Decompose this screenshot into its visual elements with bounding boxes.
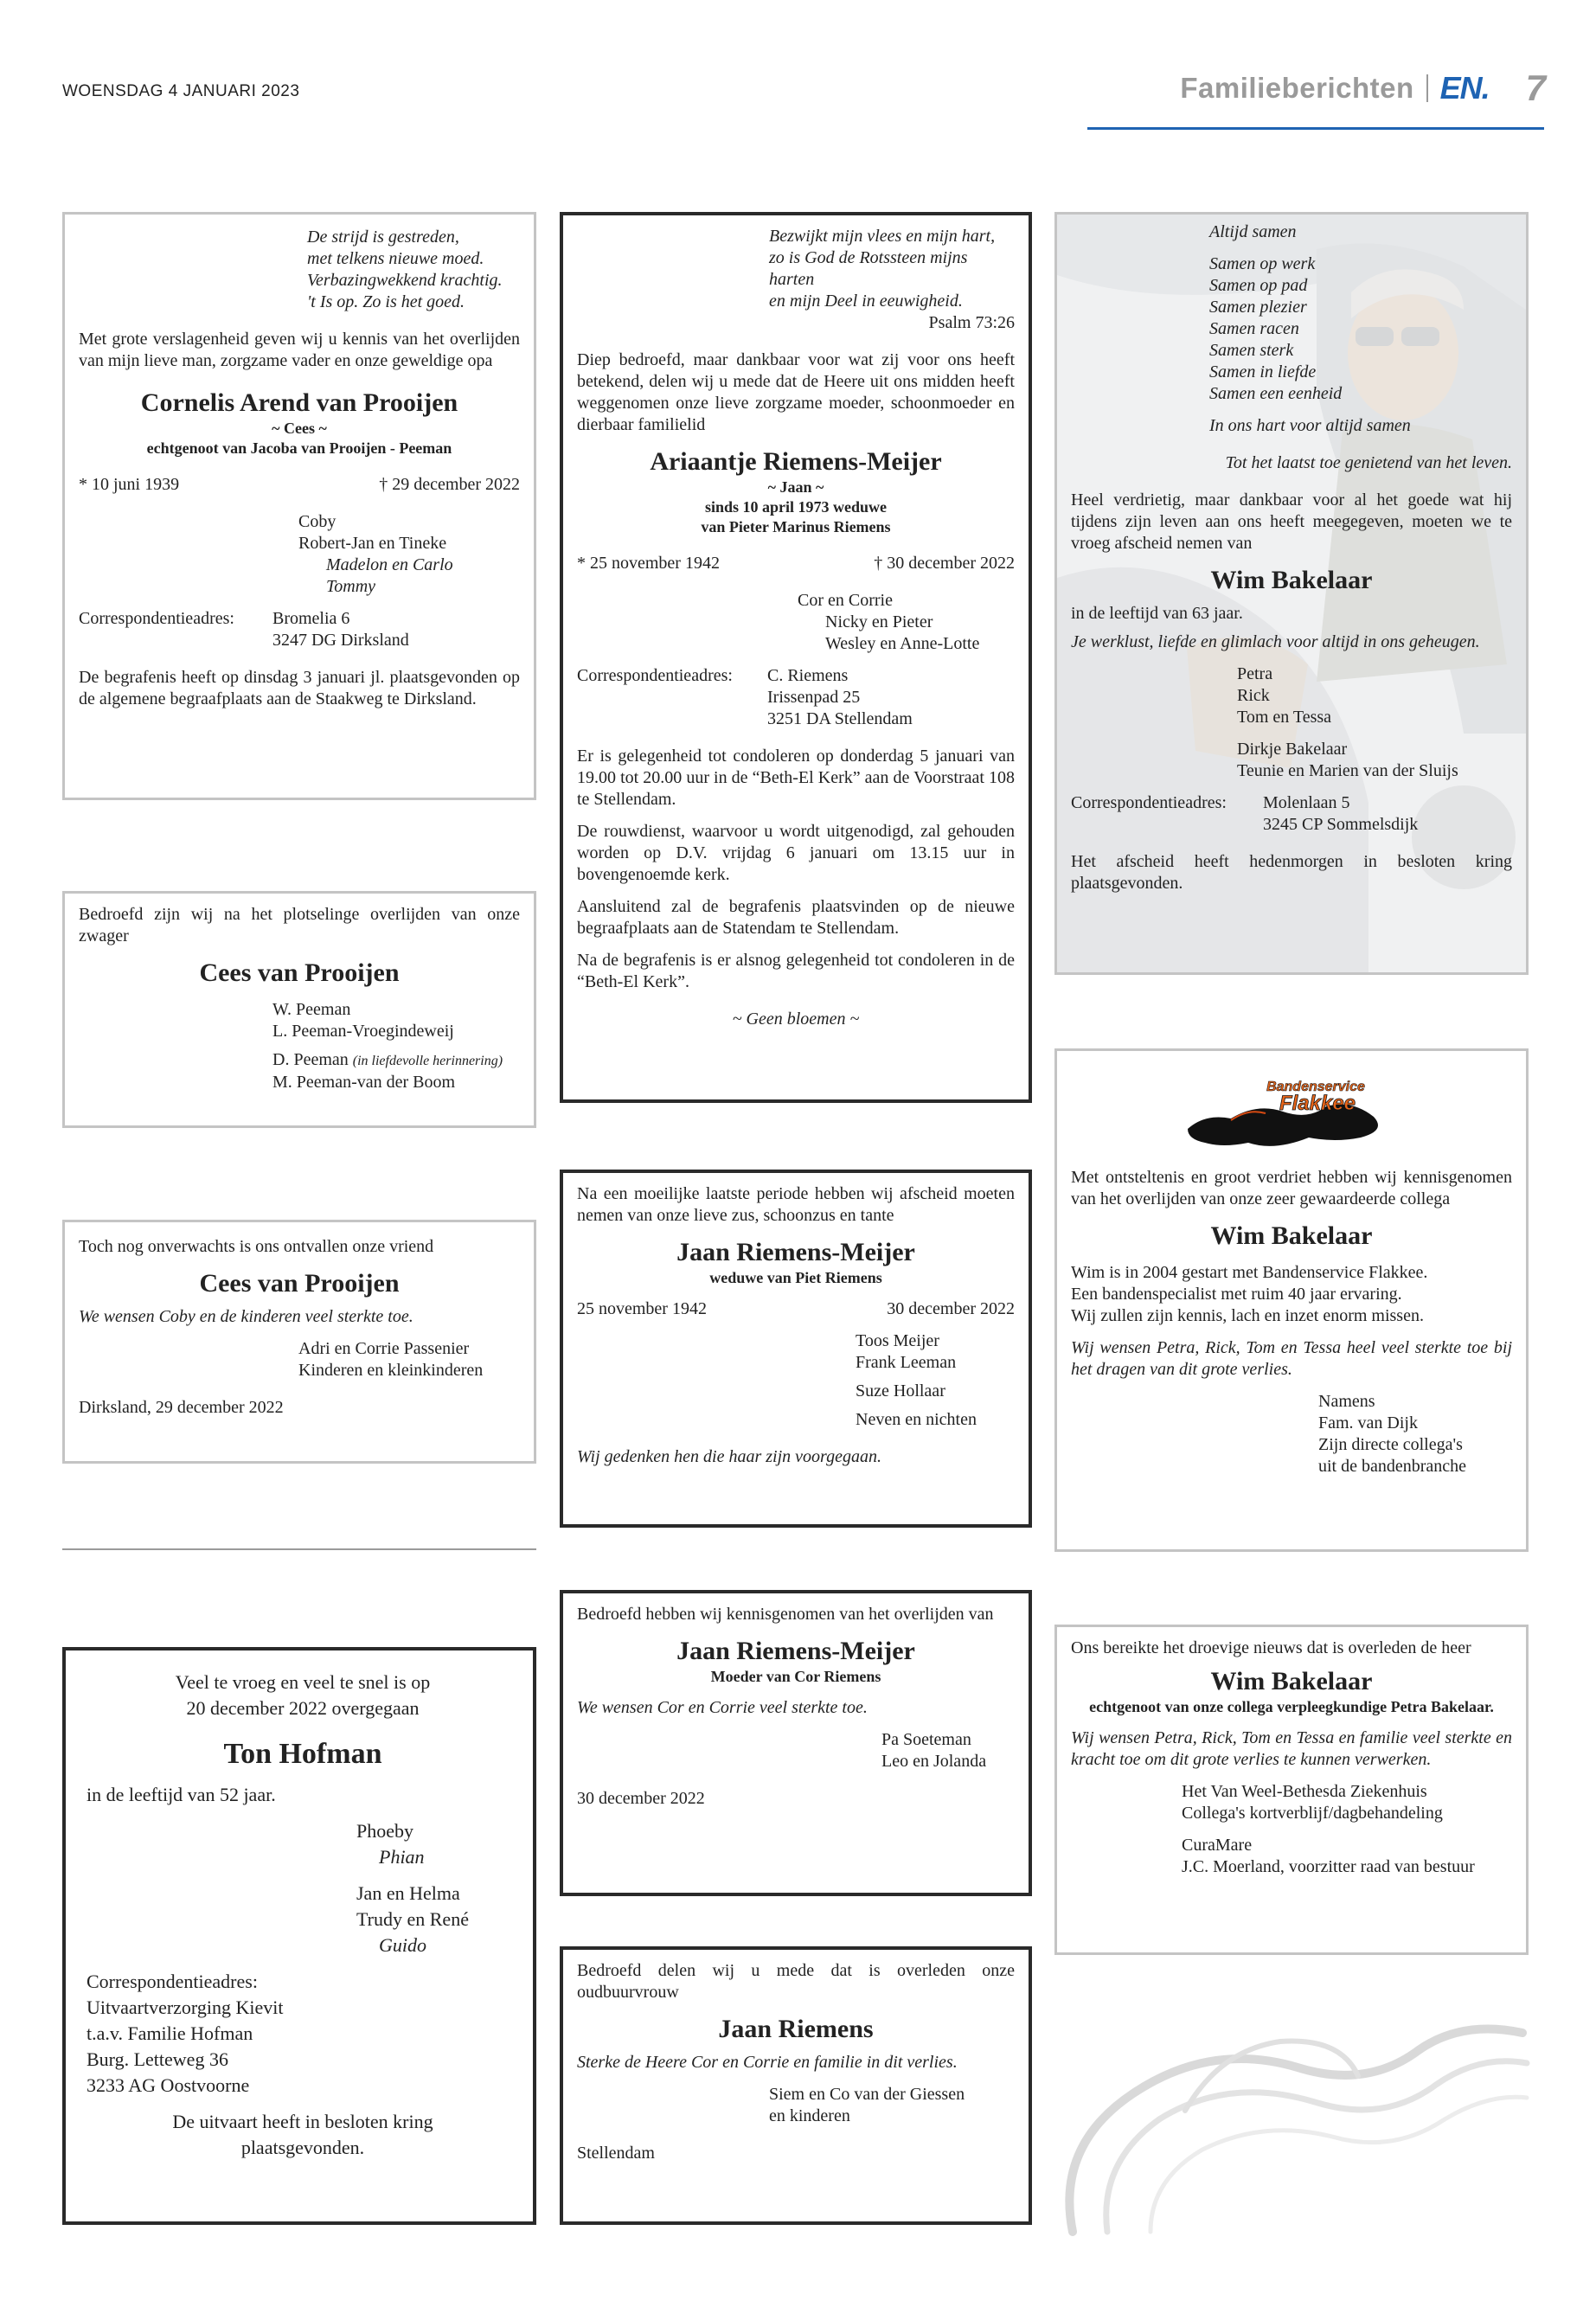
place-text: Stellendam <box>577 2144 655 2163</box>
nickname: ~ Jaan ~ <box>767 478 824 496</box>
deceased-name: Wim Bakelaar <box>1210 566 1373 594</box>
about-line: Wim is in 2004 gestart met Bandenservice Flakkee. <box>1071 1263 1428 1282</box>
signatory: CuraMare <box>1182 1836 1253 1855</box>
poem-line: Samen op werk <box>1209 254 1316 273</box>
intro-text: Bedroefd delen wij u mede dat is overleden onze oudbuurvrouw <box>577 1961 1015 2002</box>
signatories <box>1182 1781 1512 1878</box>
signatory: M. Peeman-van der Boom <box>272 1073 456 1092</box>
signatory: Pa Soeteman <box>881 1730 971 1749</box>
signatories <box>856 1330 1015 1431</box>
correspondence-address <box>1071 792 1512 836</box>
poem-line: met telkens nieuwe moed. <box>307 249 484 268</box>
wish-text: Sterke de Heere Cor en Corrie en familie in dit verlies. <box>577 2053 958 2072</box>
notice-ton-hofman <box>62 1647 536 2225</box>
signatory: Namens <box>1318 1392 1375 1411</box>
notice-cees-van-prooijen-zwager <box>62 891 536 1128</box>
poem-line: Verbazingwekkend krachtig. <box>307 271 503 290</box>
psalm-reference: Psalm 73:26 <box>928 313 1015 332</box>
age-text: in de leeftijd van 63 jaar. <box>1071 604 1243 623</box>
poem-line: Bezwijkt mijn vlees en mijn hart, <box>769 227 996 246</box>
signatories <box>881 1729 1015 1772</box>
notice-wim-bakelaar-family <box>1054 212 1529 975</box>
grandchild: Tommy <box>326 577 376 596</box>
poem-line: Samen in liefde <box>1209 362 1317 381</box>
family-list <box>798 590 1015 655</box>
deceased-name: Cornelis Arend van Prooijen <box>140 388 458 417</box>
family-member: Jan en Helma <box>356 1882 460 1904</box>
deceased-name: Wim Bakelaar <box>1210 1667 1373 1695</box>
family-member: Teunie en Marien van der Sluijs <box>1237 761 1458 780</box>
memory-text: Wij gedenken hen die haar zijn voorgegaan. <box>577 1447 881 1466</box>
corr-label: Correspondentieadres: <box>577 666 733 685</box>
intro-text: Bedroefd zijn wij na het plotselinge overlijden van onze zwager <box>79 905 520 945</box>
signatory <box>272 1049 520 1072</box>
notice-wim-bakelaar-ziekenhuis <box>1054 1625 1529 1955</box>
poem-line: In ons hart voor altijd samen <box>1209 416 1411 435</box>
memory-text: Je werklust, liefde en glimlach voor altijd in ons geheugen. <box>1071 632 1480 651</box>
poem <box>307 227 520 313</box>
wish-text: We wensen Cor en Corrie veel sterkte toe. <box>577 1698 868 1717</box>
correspondence-address <box>87 1969 519 2099</box>
correspondence-address <box>577 665 1015 730</box>
grandchild: Phian <box>379 1846 425 1868</box>
correspondence-address <box>79 608 520 651</box>
intro-line: 20 december 2022 overgegaan <box>186 1697 420 1719</box>
family-list <box>298 511 520 598</box>
burial-text: Aansluitend zal de begrafenis plaatsvinden op de nieuwe begraafplaats aan de Statendam te Stellendam. <box>577 897 1015 938</box>
corr-line: Bromelia 6 <box>272 609 350 628</box>
logo-line-1: Bandenservice <box>1266 1080 1365 1094</box>
date-text: 30 december 2022 <box>577 1789 705 1808</box>
condolence-text: Er is gelegenheid tot condoleren op donderdag 5 januari van 19.00 tot 20.00 uur in de “Beth-El Kerk” aan de Voorstraat 108 te Stellendam. <box>577 747 1015 809</box>
notice-ariaantje-riemens-meijer <box>560 212 1032 1103</box>
quote: Tot het laatst toe genietend van het leven. <box>1225 453 1512 472</box>
grandchild: Madelon en Carlo <box>326 555 453 574</box>
signatories <box>298 1338 520 1381</box>
deceased-name: Cees van Prooijen <box>199 958 400 987</box>
poem-line: en mijn Deel in eeuwigheid. <box>769 292 963 311</box>
funeral-text: De begrafenis heeft op dinsdag 3 januari jl. plaatsgevonden op de algemene begraafplaats aan de Staakweg te Dirksland. <box>79 668 520 708</box>
corr-line: 3251 DA Stellendam <box>767 709 913 728</box>
family-member: Petra <box>1237 664 1273 683</box>
notice-jaan-riemens-buurvrouw <box>560 1946 1032 2225</box>
poem <box>1209 221 1512 452</box>
life-dates <box>577 553 1015 574</box>
corr-line: 3247 DG Dirksland <box>272 631 409 650</box>
poem <box>769 226 1015 312</box>
signatory: L. Peeman-Vroegindeweij <box>272 1022 454 1041</box>
notice-jaan-riemens-meijer-moeder <box>560 1590 1032 1896</box>
signatory: Suze Hollaar <box>856 1381 945 1400</box>
signatories <box>769 2084 1015 2127</box>
signatory: en kinderen <box>769 2106 850 2125</box>
poem-line: 't Is op. Zo is het goed. <box>307 292 465 311</box>
family-member: Trudy en René <box>356 1908 469 1930</box>
signatory: Het Van Weel-Bethesda Ziekenhuis <box>1182 1782 1427 1801</box>
corr-line: Burg. Letteweg 36 <box>87 2048 228 2070</box>
deceased-name: Ariaantje Riemens-Meijer <box>650 447 942 476</box>
notice-cees-van-prooijen-vriend <box>62 1220 536 1464</box>
notice-jaan-riemens-meijer-familie <box>560 1170 1032 1528</box>
no-flowers-text: ~ Geen bloemen ~ <box>732 1009 860 1029</box>
corr-line: Uitvaartverzorging Kievit <box>87 1997 284 2018</box>
birth-date: * 25 november 1942 <box>577 554 720 573</box>
signatory: J.C. Moerland, voorzitter raad van bestuur <box>1182 1857 1475 1876</box>
signatory: Leo en Jolanda <box>881 1752 987 1771</box>
family-member: Tom en Tessa <box>1237 708 1332 727</box>
family-member: Rick <box>1237 686 1270 705</box>
decorative-swirl-icon <box>1055 2016 1540 2240</box>
family-member: Dirkje Bakelaar <box>1237 740 1348 759</box>
corr-label: Correspondentieadres: <box>79 609 234 628</box>
death-date: † 30 december 2022 <box>874 554 1015 573</box>
spouse-line: echtgenoot van Jacoba van Prooijen - Peeman <box>146 439 452 457</box>
death-date: 30 december 2022 <box>887 1299 1015 1318</box>
signatory: Collega's kortverblijf/dagbehandeling <box>1182 1804 1443 1823</box>
wish-text: Wij wensen Petra, Rick, Tom en Tessa en familie veel sterkte en kracht toe om dit grote verlies te kunnen verwerken. <box>1071 1728 1512 1769</box>
deceased-name: Jaan Riemens-Meijer <box>676 1637 915 1665</box>
poem-line: Samen een eenheid <box>1209 384 1343 403</box>
birth-date: 25 november 1942 <box>577 1299 707 1318</box>
signatory: uit de bandenbranche <box>1318 1457 1467 1476</box>
notice-cornelis-van-prooijen <box>62 212 536 800</box>
subtitle: echtgenoot van onze collega verpleegkundige Petra Bakelaar. <box>1089 1698 1494 1715</box>
deceased-name: Jaan Riemens <box>718 2015 874 2043</box>
family-list <box>356 1818 519 1958</box>
family-member: Phoeby <box>356 1820 413 1842</box>
corr-line: 3233 AG Oostvoorne <box>87 2074 250 2096</box>
poem-line: Samen sterk <box>1209 341 1294 360</box>
after-funeral-text: Na de begrafenis is er alsnog gelegenheid tot condoleren in de “Beth-El Kerk”. <box>577 951 1015 991</box>
intro-text: Na een moeilijke laatste periode hebben wij afscheid moeten nemen van onze lieve zus, schoonzus en tante <box>577 1184 1015 1225</box>
family-member: Coby <box>298 512 337 531</box>
about-line: Wij zullen zijn kennis, lach en inzet enorm missen. <box>1071 1306 1424 1325</box>
intro-line: Veel te vroeg en veel te snel is op <box>175 1671 431 1693</box>
section-header <box>1180 67 1546 109</box>
signatories <box>272 999 520 1093</box>
deceased-name: Cees van Prooijen <box>199 1269 400 1298</box>
signatory-note: (in liefdevolle herinnering) <box>352 1054 503 1068</box>
intro-text: Toch nog onverwachts is ons ontvallen onze vriend <box>79 1237 434 1256</box>
signatory: Frank Leeman <box>856 1353 957 1372</box>
signatory: Kinderen en kleinkinderen <box>298 1361 484 1380</box>
family-list <box>1237 663 1512 782</box>
poem-line: Samen op pad <box>1209 276 1308 295</box>
page-number: 7 <box>1525 67 1546 108</box>
bandenservice-flakkee-logo <box>1179 1068 1404 1162</box>
intro-text: Bedroefd hebben wij kennisgenomen van het overlijden van <box>577 1605 994 1624</box>
intro-text: Met ontsteltenis en groot verdriet hebben wij kennisgenomen van het overlijden van onze zeer gewaardeerde collega <box>1071 1168 1512 1208</box>
corr-label: Correspondentieadres: <box>87 1971 258 1992</box>
intro-text: Heel verdrietig, maar dankbaar voor al het goede wat hij tijdens zijn leven aan ons heeft meegegeven, moeten we te vroeg afscheid nemen van <box>1071 490 1512 553</box>
poem-line: zo is God de Rotssteen mijns harten <box>769 248 968 289</box>
corr-line: 3245 CP Sommelsdijk <box>1263 815 1419 834</box>
funeral-line: De uitvaart heeft in besloten kring <box>172 2111 433 2132</box>
widow-line: van Pieter Marinus Riemens <box>701 518 891 535</box>
signatory: Siem en Co van der Giessen <box>769 2085 965 2104</box>
corr-line: C. Riemens <box>767 666 849 685</box>
wish-text: We wensen Coby en de kinderen veel sterkte toe. <box>79 1307 413 1326</box>
notice-wim-bakelaar-bandenservice <box>1054 1048 1529 1552</box>
corr-line: t.a.v. Familie Hofman <box>87 2022 253 2044</box>
nickname: ~ Cees ~ <box>272 420 327 437</box>
intro-text: Met grote verslagenheid geven wij u kennis van het overlijden van mijn lieve man, zorgzame vader en onze geweldige opa <box>79 330 520 370</box>
signatory: Toos Meijer <box>856 1331 939 1350</box>
column-divider <box>62 1548 536 1550</box>
signatory-name: D. Peeman <box>272 1050 349 1069</box>
service-text: De rouwdienst, waarvoor u wordt uitgenodigd, zal gehouden worden op D.V. vrijdag 6 januari om 13.15 uur in bovengenoemde kerk. <box>577 822 1015 884</box>
death-date: † 29 december 2022 <box>379 475 520 494</box>
deceased-name: Ton Hofman <box>223 1738 382 1770</box>
signatory: W. Peeman <box>272 1000 351 1019</box>
section-title: Familieberichten <box>1180 72 1414 104</box>
signatory: Fam. van Dijk <box>1318 1413 1418 1433</box>
family-member: Cor en Corrie <box>798 591 893 610</box>
header-rule <box>1087 127 1544 130</box>
about-line: Een bandenspecialist met ruim 40 jaar ervaring. <box>1071 1285 1402 1304</box>
farewell-text: Het afscheid heeft hedenmorgen in besloten kring plaatsgevonden. <box>1071 852 1512 893</box>
life-dates <box>577 1298 1015 1320</box>
grandchild: Guido <box>379 1934 426 1956</box>
birth-date: * 10 juni 1939 <box>79 475 180 494</box>
logo-line-2: Flakkee <box>1279 1092 1356 1115</box>
signatory: Zijn directe collega's <box>1318 1435 1463 1454</box>
signatories <box>1318 1391 1512 1477</box>
grandchild: Nicky en Pieter <box>825 612 933 631</box>
about-text <box>1071 1262 1512 1327</box>
header-divider <box>1426 74 1428 102</box>
poem-line: Samen plezier <box>1209 298 1307 317</box>
corr-line: Molenlaan 5 <box>1263 793 1350 812</box>
corr-line: Irissenpad 25 <box>767 688 861 707</box>
intro-text: Ons bereikte het droevige nieuws dat is overleden de heer <box>1071 1638 1471 1657</box>
poem-title: Altijd samen <box>1209 222 1297 241</box>
intro-text: Diep bedroefd, maar dankbaar voor wat zij voor ons heeft betekend, delen wij u mede dat de Heere uit ons midden heeft weggenomen onze lieve zorgzame moeder, schoonmoeder en dierbaar familielid <box>577 350 1015 434</box>
subtitle: Moeder van Cor Riemens <box>710 1668 881 1685</box>
widow-line: sinds 10 april 1973 weduwe <box>704 498 888 516</box>
deceased-name: Jaan Riemens-Meijer <box>676 1238 915 1266</box>
place-date: Dirksland, 29 december 2022 <box>79 1398 284 1417</box>
subtitle: weduwe van Piet Riemens <box>709 1269 882 1286</box>
funeral-line: plaatsgevonden. <box>240 2137 365 2158</box>
poem-line: Samen racen <box>1209 319 1299 338</box>
corr-label: Correspondentieadres: <box>1071 793 1227 812</box>
family-member: Robert-Jan en Tineke <box>298 534 447 553</box>
signatory: Adri en Corrie Passenier <box>298 1339 470 1358</box>
signatory: Neven en nichten <box>856 1410 977 1429</box>
age-text: in de leeftijd van 52 jaar. <box>87 1784 276 1805</box>
wish-text: Wij wensen Petra, Rick, Tom en Tessa heel veel sterkte toe bij het dragen van dit grote verlies. <box>1071 1338 1512 1379</box>
en-logo: EN. <box>1439 70 1490 106</box>
poem-line: De strijd is gestreden, <box>307 228 459 247</box>
life-dates <box>79 474 520 496</box>
grandchild: Wesley en Anne-Lotte <box>825 634 980 653</box>
issue-date: WOENSDAG 4 JANUARI 2023 <box>62 82 300 100</box>
deceased-name: Wim Bakelaar <box>1210 1221 1373 1250</box>
